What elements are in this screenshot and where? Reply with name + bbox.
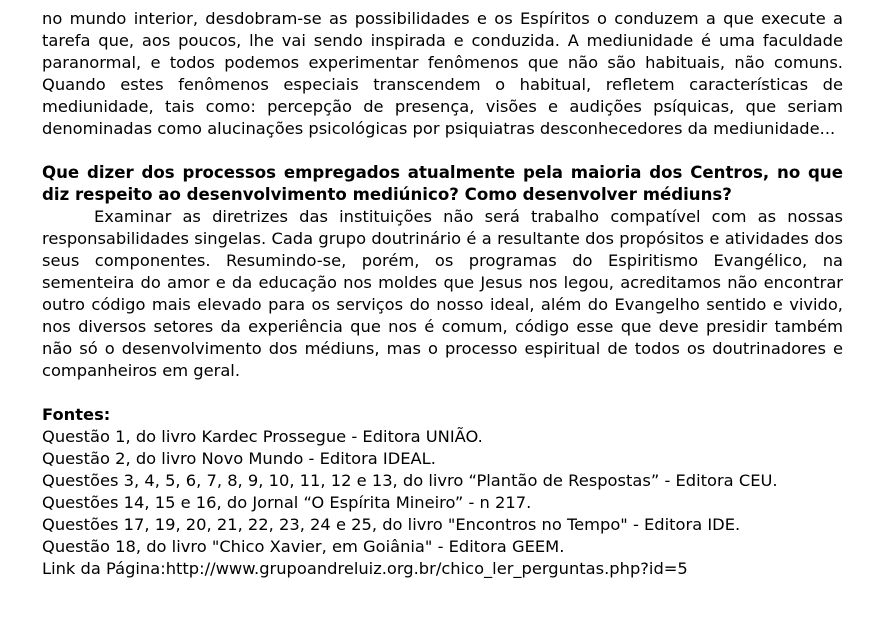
source-item: Questão 2, do livro Novo Mundo - Editora IDEAL.: [42, 449, 436, 468]
answer-paragraph: Examinar as diretrizes das instituições não será trabalho compatível com as nossas responsabilidades singelas. Cada grupo doutrinário é a resultante dos propósitos e atividades dos seus componentes. Resumindo-se, porém, os programas do Espiritismo Evangélico, na sementeira do amor e da educação nos moldes que Jesus nos legou, acreditamos não encontrar outro código mais elevado para os serviços do nosso ideal, além do Evangelho sentido e vivido, nos diversos setores da experiência que nos é comum, código esse que deve presidir também não só o desenvolvimento dos médiuns, mas o processo espiritual de todos os doutrinadores e companheiros em geral.: [42, 207, 843, 380]
document-page: [42, 8, 843, 580]
sources-heading: Fontes:: [42, 405, 111, 424]
intro-paragraph: no mundo interior, desdobram-se as possibilidades e os Espíritos o conduzem a que execute a tarefa que, aos poucos, lhe vai sendo inspirada e conduzida. A mediunidade é uma faculdade paranormal, e todos podemos experimentar fenômenos que não são habituais, não comuns. Quando estes fenômenos especiais transcendem o habitual, refletem características de mediunidade, tais como: percepção de presença, visões e audições psíquicas, que seriam denominadas como alucinações psicológicas por psiquiatras desconhecedores da mediunidade...: [42, 9, 843, 138]
source-item: Questão 18, do livro "Chico Xavier, em Goiânia" - Editora GEEM.: [42, 537, 565, 556]
source-item: Questões 17, 19, 20, 21, 22, 23, 24 e 25, do livro "Encontros no Tempo" - Editora IDE.: [42, 515, 741, 534]
source-item: Questão 1, do livro Kardec Prossegue - Editora UNIÃO.: [42, 427, 483, 446]
question-heading: Que dizer dos processos empregados atualmente pela maioria dos Centros, no que diz respeito ao desenvolvimento mediúnico? Como desenvolver médiuns?: [42, 163, 843, 204]
source-link[interactable]: Link da Página:http://www.grupoandreluiz.org.br/chico_ler_perguntas.php?id=5: [42, 559, 688, 578]
sources-list: [42, 426, 843, 580]
source-item: Questões 14, 15 e 16, do Jornal “O Espírita Mineiro” - n 217.: [42, 493, 532, 512]
source-item: Questões 3, 4, 5, 6, 7, 8, 9, 10, 11, 12 e 13, do livro “Plantão de Respostas” - Editora CEU.: [42, 471, 778, 490]
